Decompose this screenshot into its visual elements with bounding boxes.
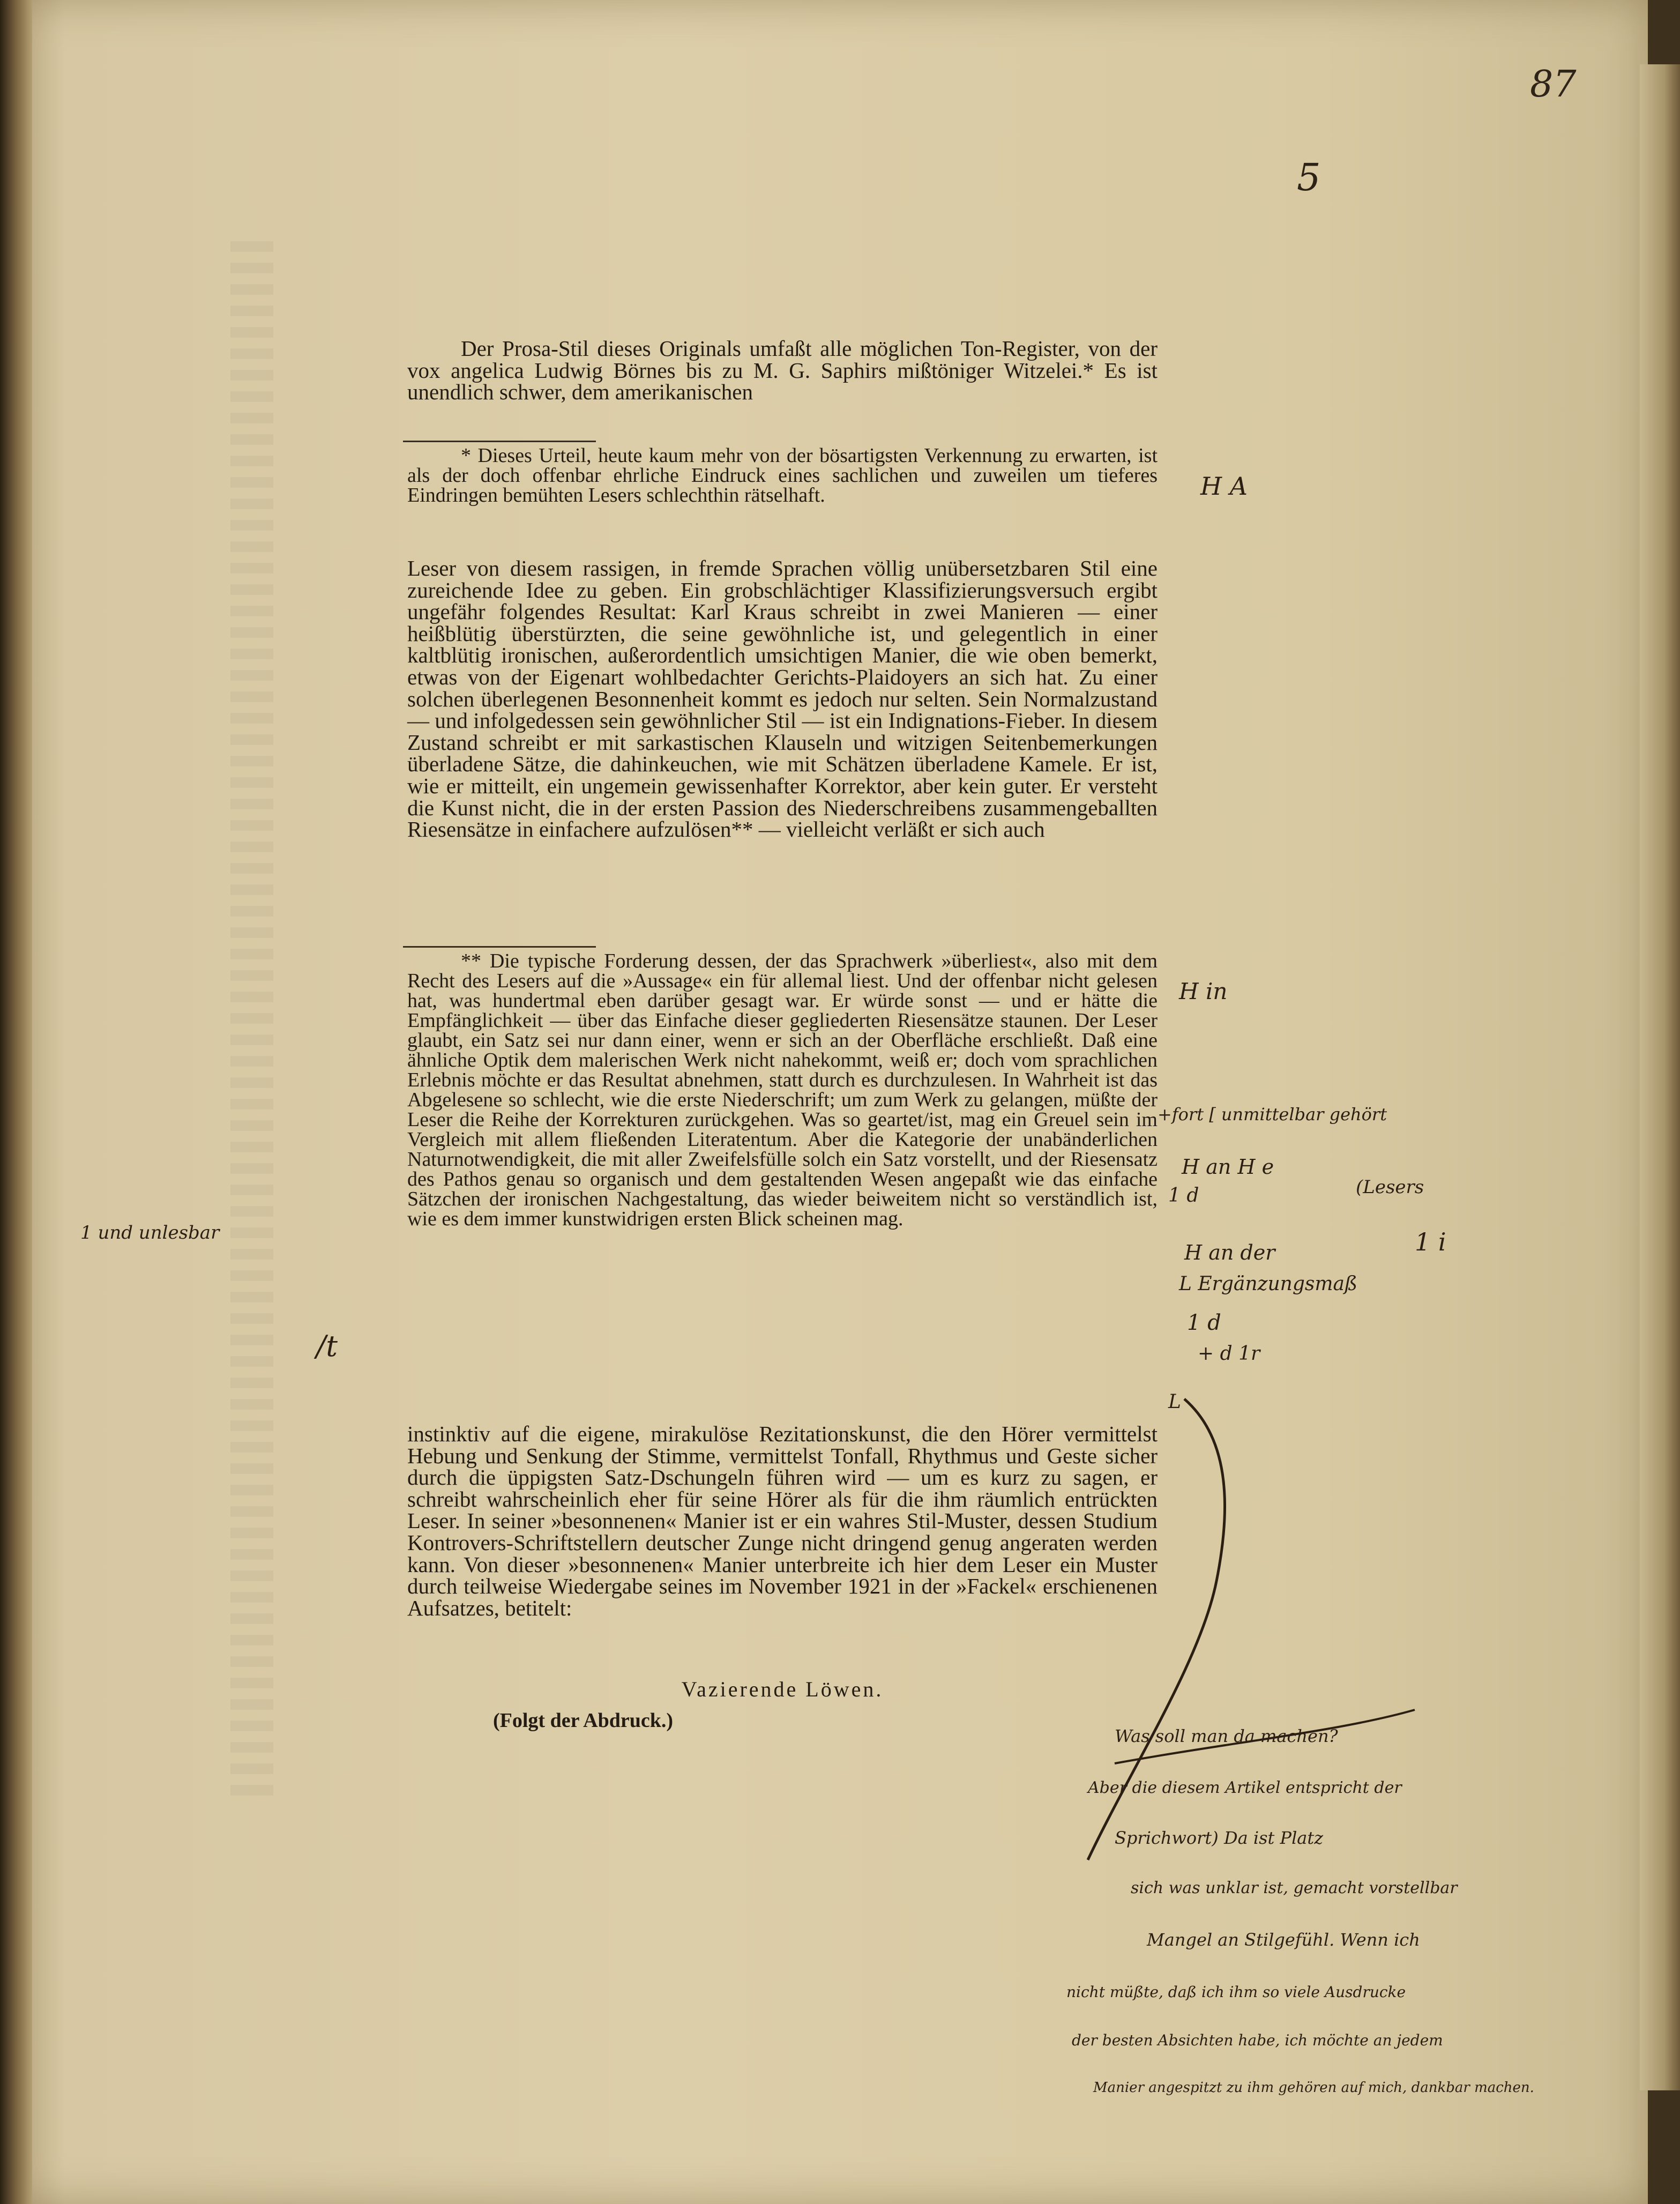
right-note-10: 1 d (1187, 1311, 1221, 1335)
left-margin-note: 1 und unlesbar (80, 1222, 220, 1244)
right-note-9: L Ergänzungsmaß (1179, 1273, 1358, 1295)
closing-note: (Folgt der Abdruck.) (493, 1709, 674, 1732)
right-note-4: H an H e (1182, 1155, 1274, 1179)
right-note-3: +fort [ unmittelbar gehört (1158, 1104, 1387, 1125)
folio-number: 87 (1530, 63, 1577, 106)
handwritten-line-3: Sprichwort) Da ist Platz (1115, 1828, 1324, 1848)
left-margin-mark: /t (316, 1329, 338, 1363)
footnote-2: ** Die typische Forderung dessen, der das Sprachwerk »überliest«, also mit dem Recht des Lesers auf die »Aussage« ein für allemal liest. Und der offenbar nicht gelesen hat, was hundertmal eben darüber gesagt war. Er würde sonst — und er hätte die Empfänglichkeit — über das Einfache dieser gegliederten Riesensätze staunen. Der Leser glaubt, ein Satz sei nur dann einer, wenn er sich an der Oberfläche erschließt. Daß eine ähnliche Optik dem malerischen Werk nicht nahekommt, weiß er; doch vom sprachlichen Erlebnis möchte er das Resultat abnehmen, statt durch es durchzulesen. In Wahrheit ist das Abgelesene so schlecht, wie die erste Niederschrift; um zum Werk zu gelangen, müßte der Leser die Reihe der Korrekturen zurückgehen. Was so geartet/ist, mag ein Greuel sein im Vergleich mit allem fließenden Literatentum. Aber die Kategorie der unabänderlichen Naturnotwendigkeit, die mit aller Zweifelsfülle solch ein Satz vorstellt, und der Riesensatz des Pathos genau so organisch und dem gestaltenden Wesen angepaßt wie das einfache Sätzchen der ironischen Nachgestaltung, das wieder beiweitem nicht so verständlich ist, wie es dem immer kunstwidrigen ersten Blick scheinen mag. (407, 950, 1158, 1230)
right-note-6: 1 d (1168, 1185, 1199, 1207)
handwritten-line-5: Mangel an Stilgefühl. Wenn ich (1147, 1930, 1420, 1950)
handwritten-line-4: sich was unklar ist, gemacht vorstellbar (1131, 1879, 1458, 1897)
article-title: Vazierende Löwen. (681, 1677, 884, 1701)
footnote-1: * Dieses Urteil, heute kaum mehr von der bösartigsten Verkennung zu erwarten, ist als der doch offenbar ehrliche Eindruck eines sachlichen und zuweilen um tieferes Eindringen bemühten Lesers schlechthin rätselhaft. (407, 444, 1158, 507)
paragraph-1: Der Prosa-Stil dieses Originals umfaßt alle möglichen Ton-Register, von der vox angelica Ludwig Börnes bis zu M. G. Saphirs mißtöniger Witzelei.* Es ist unendlich schwer, dem amerikanischen (407, 336, 1158, 405)
paragraph-3: instinktiv auf die eigene, mirakulöse Rezitationskunst, die den Hörer vermittelst Hebung und Senkung der Stimme, vermittelst Tonfall, Rhythmus und Geste sicher durch die üppigsten Satz-Dschungeln führen wird — um es kurz zu sagen, er schreibt wahrscheinlich eher für seine Hörer als für die ihm räumlich entrückten Leser. In seiner »besonnenen« Manier ist er ein wahres Stil-Muster, dessen Studium Kontrovers-Schriftstellern deutscher Zunge nicht dringend genug angeraten werden kann. Von dieser »besonnenen« Manier unterbreite ich hier dem Leser ein Muster durch teilweise Wiedergabe seines im November 1921 in der »Fackel« erschienenen Aufsatzes, betitelt: (407, 1421, 1158, 1620)
right-note-8: H an der (1184, 1241, 1275, 1264)
right-note-7: 1 i (1415, 1227, 1446, 1256)
right-note-5: (Lesers (1356, 1177, 1424, 1198)
handwritten-line-7: der besten Absichten habe, ich möchte an jedem (1072, 2031, 1443, 2049)
right-note-1: H A (1200, 472, 1248, 501)
handwritten-line-6: nicht müßte, daß ich ihm so viele Ausdrucke (1066, 1983, 1406, 2001)
right-note-2: H in (1179, 978, 1228, 1004)
handwritten-line-2: Aber die diesem Artikel entspricht der (1088, 1778, 1402, 1797)
right-note-11: + d 1r (1198, 1343, 1260, 1365)
margin-mark-top: 5 (1297, 155, 1321, 199)
handwritten-line-8: Manier angespitzt zu ihm gehören auf mich, dankbar machen. (1093, 2080, 1534, 2096)
paragraph-2: Leser von diesem rassigen, in fremde Sprachen völlig unübersetzbaren Stil eine zureichende Idee zu geben. Ein grobschlächtiger Klassifizierungsversuch ergibt ungefähr folgendes Resultat: Karl Kraus schreibt in zwei Manieren — einer heißblütig überstürzten, die seine gewöhnliche ist, und gelegentlich in einer kaltblütig ironischen, außerordentlich umsichtigen Manier, die wie oben bemerkt, etwas von der Eigenart wohlbedachter Gerichts-Plaidoyers an sich hat. Zu einer solchen überlegenen Besonnenheit kommt es jedoch nur selten. Sein Normalzustand — und infolgedessen sein gewöhnlicher Stil — ist ein Indignations-Fieber. In diesem Zustand schreibt er mit sarkastischen Klauseln und witzigen Seitenbemerkungen überladene Sätze, die dahinkeuchen, wie mit Schätzen überladene Kamele. Er ist, wie er mitteilt, ein ungemein gewissenhafter Korrektor, aber kein guter. Er versteht die Kunst nicht, die in der ersten Passion des Niederschreibens zusammengeballten Riesensätze in einfachere aufzulösen** — vielleicht verläßt er sich auch (407, 556, 1158, 842)
handwritten-line-1: Was soll man da machen? (1115, 1726, 1338, 1746)
right-note-12: L (1168, 1391, 1181, 1413)
